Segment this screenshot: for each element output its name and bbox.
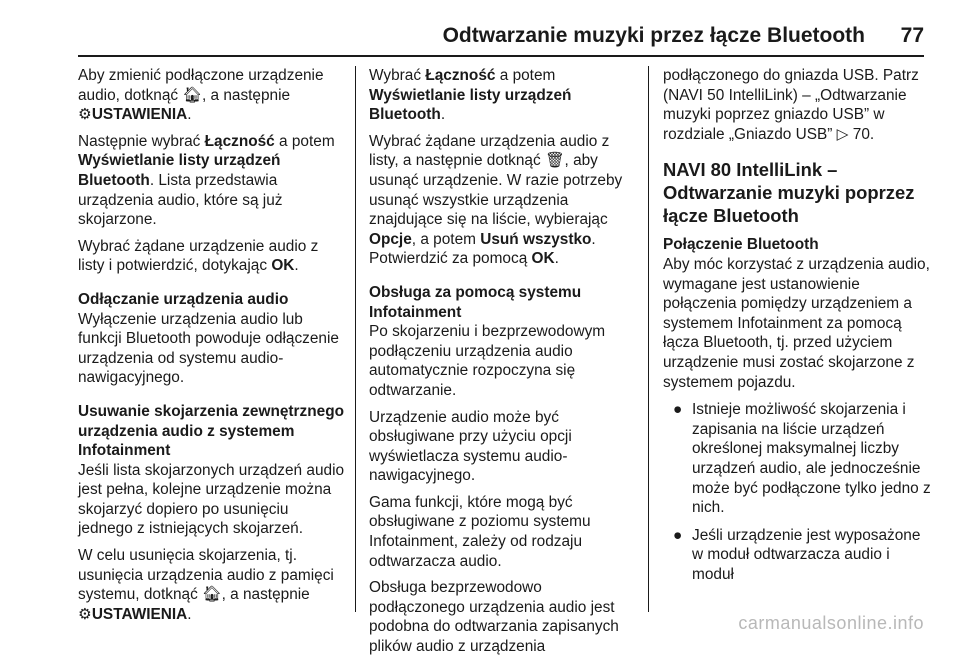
paragraph: Obsługa bezprzewodowo podłączonego urządzenia audio jest podobna do odtwarzania zapisanych plików audio z urządzenia [369,579,619,656]
section-heading: NAVI 80 IntelliLink – Odtwarzanie muzyki poprzez łącze Bluetooth [663,159,915,227]
subheading: Połączenie Bluetooth [663,236,819,254]
paragraph: Następnie wybrać Łączność a potem Wyświetlanie listy urządzeń Bluetooth. Lista przedstawia urządzenia audio, które są już skojarzone. [78,132,335,229]
column-1 [78,66,346,631]
paragraph: W celu usunięcia skojarzenia, tj. usunięcia urządzenia audio z pamięci systemu, dotknąć 🏠︎, a następnie ⚙︎USTAWIENIA. [78,547,334,623]
column-2 [369,66,639,664]
gear-icon: ⚙︎ [78,106,92,124]
gear-icon: ⚙︎ [78,605,92,623]
paragraph: Wybrać żądane urządzenia audio z listy, a następnie dotknąć 🗑︎, aby usunąć urządzenie. W razie potrzeby usunąć wszystkie urządzenia znajdujące się na liście, wybierając Opcje, a potem Usuń wszystko. Potwierdzić za pomocą OK. [369,132,623,268]
paragraph: Wybrać żądane urządzenie audio z listy i potwierdzić, dotykając OK. [78,237,319,275]
paragraph: Wyłączenie urządzenia audio lub funkcji Bluetooth powoduje odłączenie urządzenia od systemu audio-nawigacyjnego. [78,310,339,387]
subheading: Odłączanie urządzenia audio [78,290,289,308]
column-3 [663,66,935,591]
column-divider-2 [648,66,649,612]
paragraph: Gama funkcji, które mogą być obsługiwane z poziomu systemu Infotainment, zależy od rodzaju odtwarzacza audio. [369,493,591,570]
paragraph: Urządzenie audio może być obsługiwane przy użyciu opcji wyświetlacza systemu audio-nawigacyjnego. [369,408,572,485]
subheading: Usuwanie skojarzenia zewnętrznego urządzenia audio z systemem Infotainment [78,402,344,460]
header-divider [78,55,924,57]
paragraph: Jeśli lista skojarzonych urządzeń audio jest pełna, kolejne urządzenie można skojarzyć dopiero po usunięciu jednego z istniejących skojarzeń. [78,461,345,538]
home-icon: 🏠︎ [182,86,202,104]
page-header [0,0,960,62]
list-item: ● Jeśli urządzenie jest wyposażone w moduł odtwarzacza audio i moduł [673,526,921,583]
subheading: Obsługa za pomocą systemu Infotainment [369,283,582,321]
paragraph: podłączonego do gniazda USB. Patrz (NAVI 50 IntelliLink) – „Odtwarzanie muzyki poprzez gniazdo USB” w rozdziale „Gniazdo USB” ▷ 70. [663,67,919,143]
paragraph: Aby móc korzystać z urządzenia audio, wymagane jest ustanowienie połączenia pomiędzy urządzeniem a systemem Infotainment za pomocą łącza Bluetooth, tj. przed użyciem urządzenie musi zostać skojarzone z systemem pojazdu. [663,255,930,391]
column-divider-1 [355,66,356,612]
page-title: Odtwarzanie muzyki przez łącze Bluetooth [442,24,865,47]
paragraph: Wybrać Łączność a potem Wyświetlanie listy urządzeń Bluetooth. [369,67,572,124]
paragraph: Aby zmienić podłączone urządzenie audio, dotknąć 🏠︎, a następnie ⚙︎USTAWIENIA. [78,67,324,124]
page-reference-arrow-icon: ▷ [836,125,849,143]
bullet-icon: ● [673,401,683,419]
list-item: ● Istnieje możliwość skojarzenia i zapisania na liście urządzeń określonej maksymalnej liczby urządzeń audio, ale jednocześnie może być podłączone tylko jedno z nich. [673,401,931,517]
bullet-icon: ● [673,526,683,544]
paragraph: Po skojarzeniu i bezprzewodowym podłączeniu urządzenia audio automatycznie rozpoczyna się odtwarzanie. [369,323,606,399]
watermark: carmanualsonline.info [738,613,924,633]
page-number: 77 [900,24,924,47]
trash-icon: 🗑︎ [544,152,565,170]
home-icon: 🏠︎ [202,586,222,604]
